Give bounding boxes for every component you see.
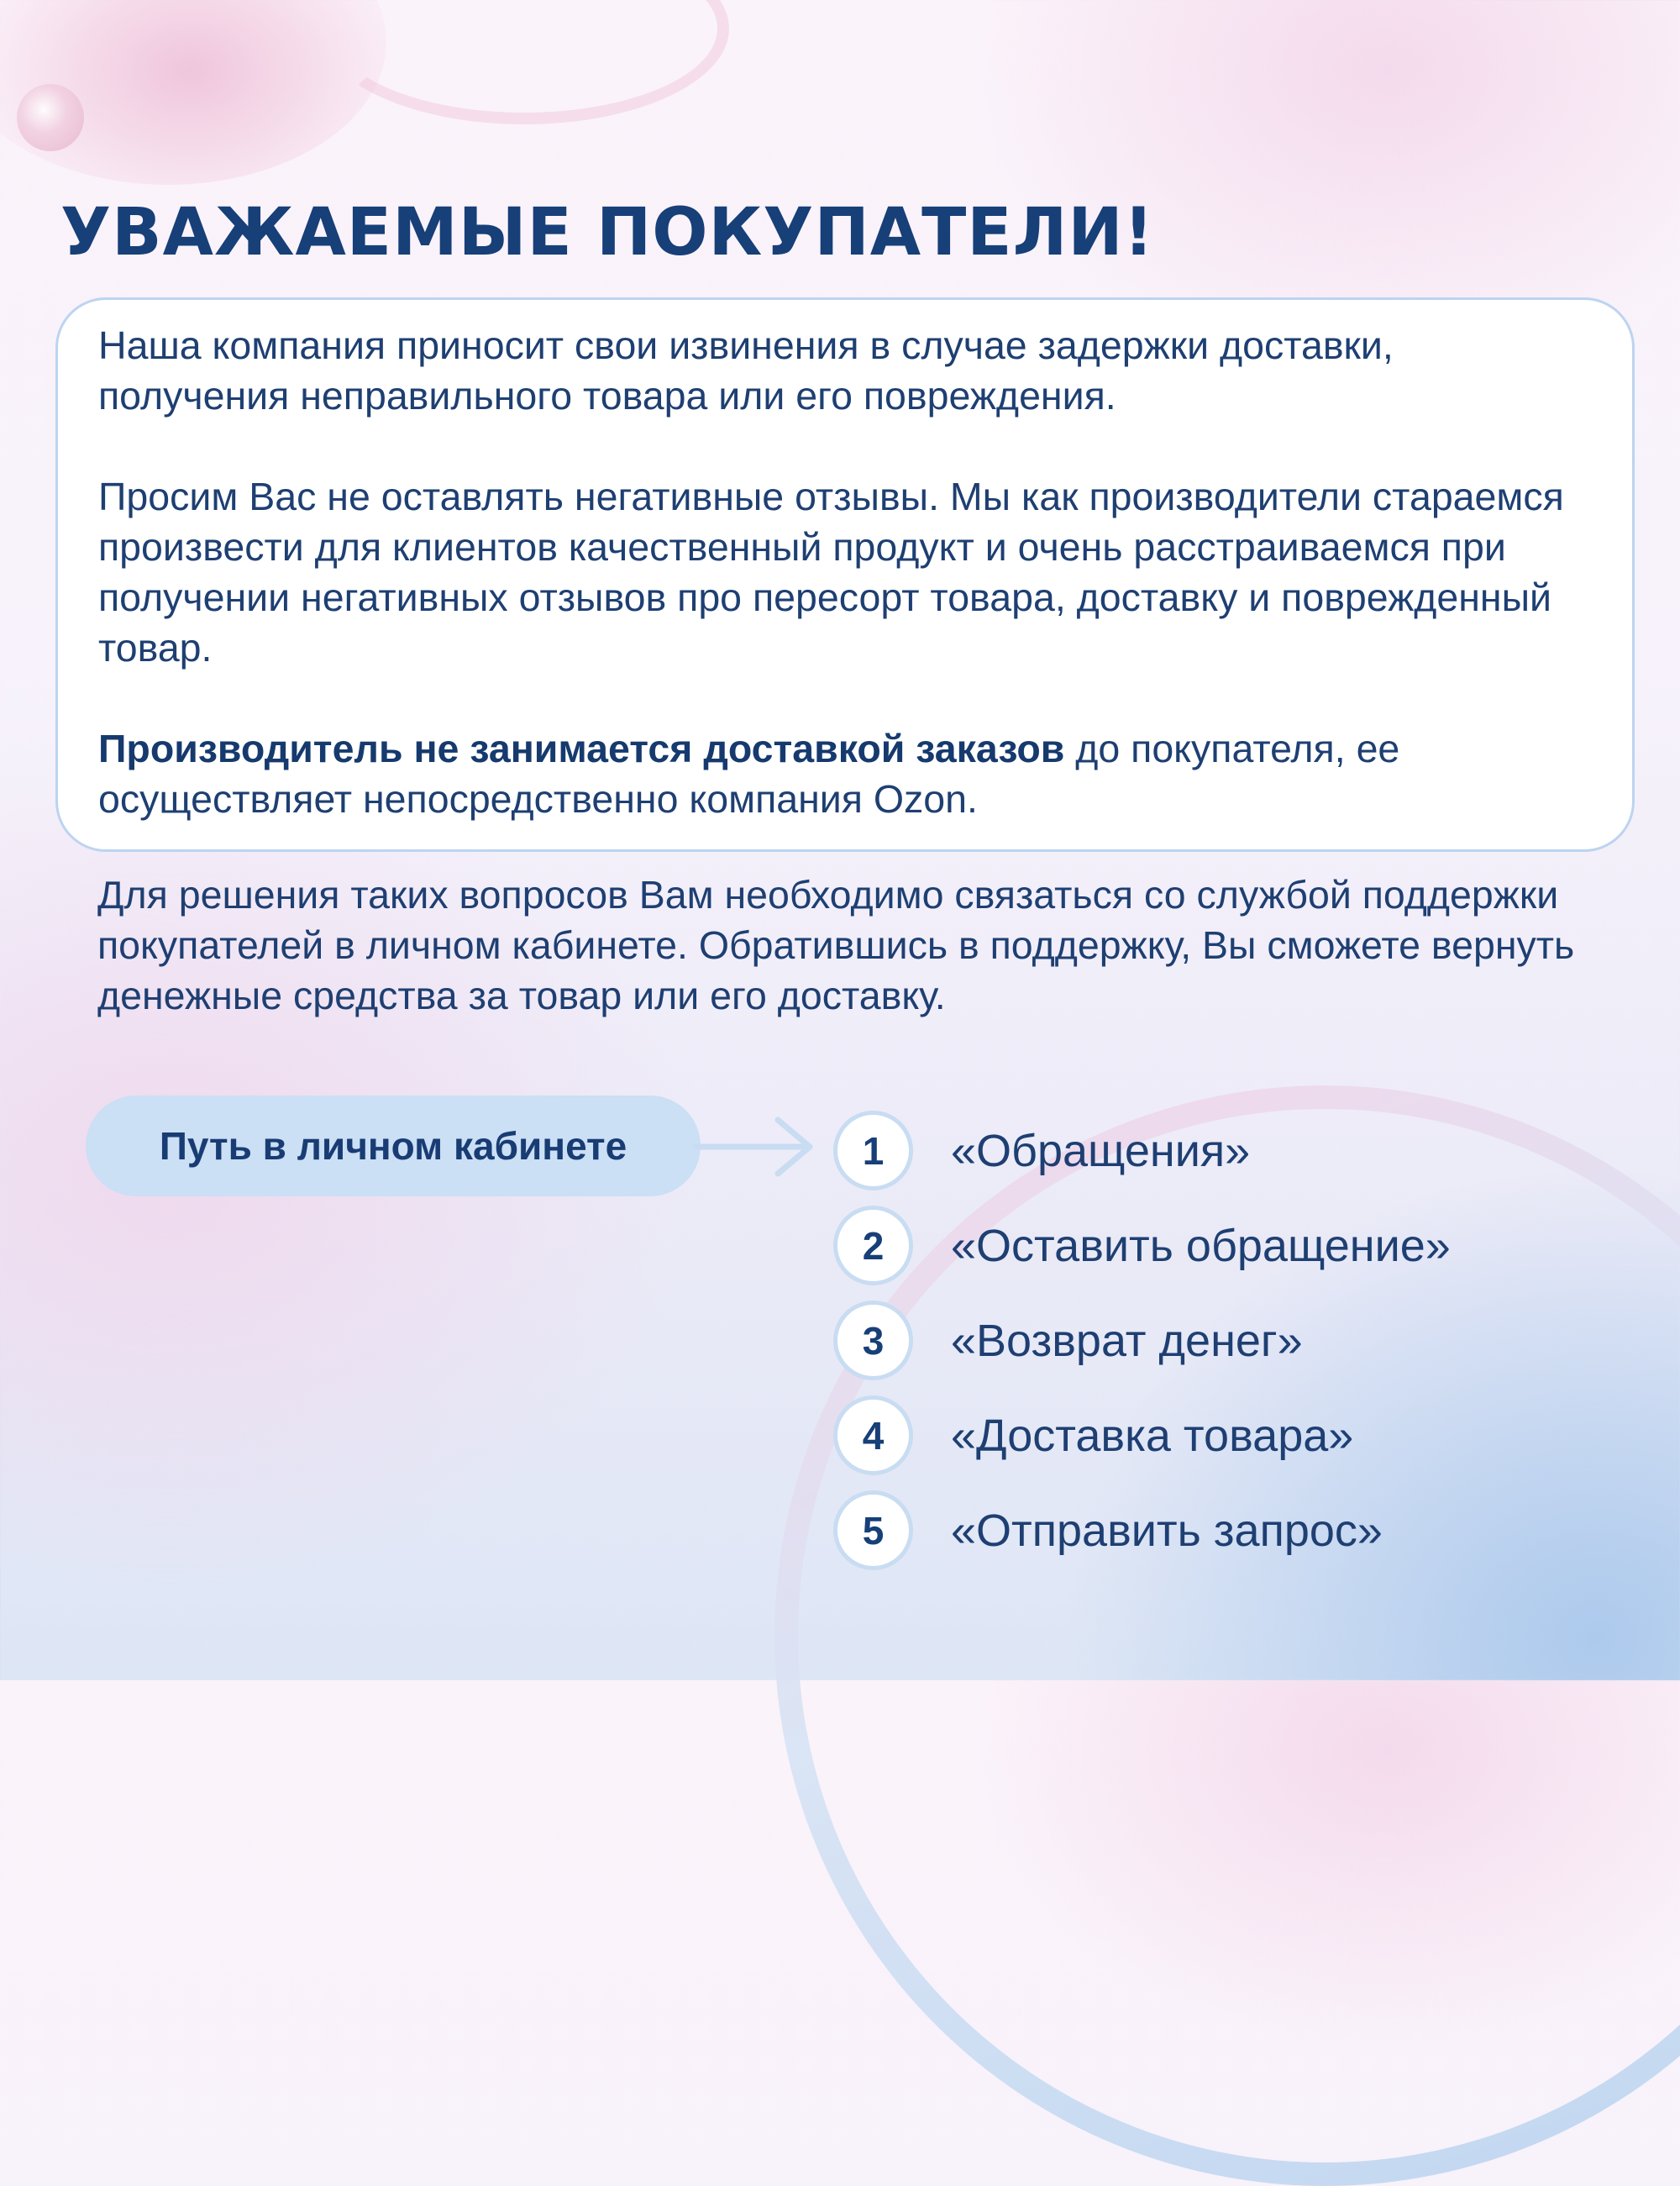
steps-list — [833, 1107, 1451, 1582]
step-number-badge: 4 — [833, 1395, 913, 1475]
path-label-pill — [86, 1096, 701, 1196]
step-number-badge: 1 — [833, 1111, 913, 1190]
step-label: «Возврат денег» — [951, 1315, 1303, 1366]
step-label: «Оставить обращение» — [951, 1220, 1451, 1271]
step-label: «Отправить запрос» — [951, 1505, 1383, 1556]
step-number-badge: 5 — [833, 1490, 913, 1570]
step-label: «Доставка товара» — [951, 1410, 1354, 1461]
apology-paragraph: Наша компания приносит свои извинения в случае задержки доставки, получения неправильного товара или его повреждения. — [98, 323, 1394, 418]
step-item — [833, 1297, 1451, 1384]
step-number-badge: 2 — [833, 1206, 913, 1285]
request-paragraph: Просим Вас не оставлять негативные отзывы. Мы как производители стараемся произвести для клиентов качественный продукт и очень расстраиваемся при получении негативных отзывов про пересорт товара, доставку и поврежденный товар. — [98, 475, 1564, 670]
arrow-right-icon — [694, 1113, 820, 1180]
support-instructions: Для решения таких вопросов Вам необходимо связаться со службой поддержки покупателей в личном кабинете. Обратившись в поддержку, Вы сможете вернуть денежные средства за товар или его доставку. — [97, 873, 1575, 1017]
apology-card — [55, 297, 1635, 852]
path-label: Путь в личном кабинете — [159, 1124, 627, 1168]
decorative-water-drop — [17, 84, 84, 151]
delivery-notice-rest: до покупателя, ее осуществляет непосредственно компания Ozon. — [98, 727, 1400, 821]
step-item — [833, 1392, 1451, 1479]
step-item — [833, 1487, 1451, 1574]
step-number-badge: 3 — [833, 1301, 913, 1380]
decorative-splash-ring — [319, 0, 729, 124]
delivery-notice-paragraph — [98, 723, 1593, 824]
step-item — [833, 1107, 1451, 1194]
step-label: «Обращения» — [951, 1125, 1251, 1176]
delivery-notice-bold: Производитель не занимается доставкой заказов — [98, 727, 1065, 770]
step-item — [833, 1202, 1451, 1289]
page-title: УВАЖАЕМЫЕ ПОКУПАТЕЛИ! — [60, 195, 1155, 271]
